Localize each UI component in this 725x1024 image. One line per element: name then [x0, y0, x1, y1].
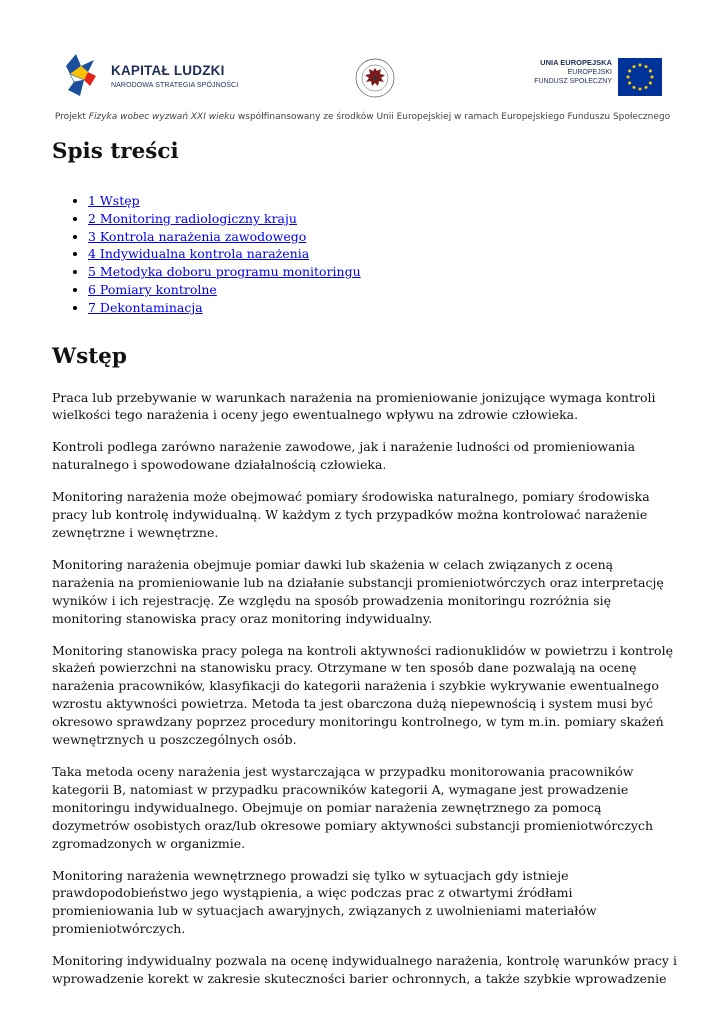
article-content	[52, 138, 677, 988]
eu-social-fund-logo	[510, 58, 662, 96]
section-heading: Wstęp	[52, 343, 127, 369]
eu-line-2: EUROPEJSKI	[567, 69, 612, 76]
project-funding-line	[0, 112, 725, 122]
toc-link-indywidualna-kontrola[interactable]: 4 Indywidualna kontrola narażenia	[88, 246, 310, 262]
table-of-contents	[52, 192, 677, 317]
eu-line-1: UNIA EUROPEJSKA	[540, 58, 612, 67]
toc-item	[88, 281, 677, 299]
kapital-ludzki-subtitle: NARODOWA STRATEGIA SPÓJNOŚCI	[111, 82, 239, 89]
toc-item	[88, 299, 677, 317]
kapital-ludzki-title: KAPITAŁ LUDZKI	[111, 63, 225, 78]
section-body	[52, 389, 677, 988]
eu-social-fund-text	[534, 58, 612, 86]
toc-link-dekontaminacja[interactable]: 7 Dekontaminacja	[88, 299, 203, 315]
project-suffix: współfinansowany ze środków Unii Europejskiej w ramach Europejskiego Funduszu Społecznego	[235, 112, 671, 122]
page-header	[0, 0, 725, 135]
paragraph: Monitoring narażenia wewnętrznego prowadzi się tylko w sytuacjach gdy istnieje prawdopodobieństwo jego wystąpienia, a więc podczas prac z otwartymi źródłami promieniowania lub w sytuacjach awaryjnych, związanych z uwolnieniami materiałów promieniotwórczych.	[52, 867, 597, 937]
paragraph: Monitoring stanowiska pracy polega na kontroli aktywności radionuklidów w powietrzu i kontrolę skażeń powierzchni na stanowisku pracy. Otrzymane w ten sposób dane pozwalają na ocenę narażenia pracowników, klasyfikacji do kategorii narażenia i szybkie wykrywanie ewentualnego wzrostu aktywności powietrza. Metoda ta jest obarczona dużą niepewnością i system musi być okresowo sprawdzany poprzez procedury monitoringu kontrolnego, w tym m.in. pomiary skażeń wewnętrznych u poszczególnych osób.	[52, 642, 673, 748]
paragraph: Kontroli podlega zarówno narażenie zawodowe, jak i narażenie ludności od promieniowania naturalnego i spowodowane działalnością człowieka.	[52, 439, 636, 473]
toc-item	[88, 192, 677, 210]
toc-item	[88, 210, 677, 228]
kapital-ludzki-star-icon	[64, 52, 108, 98]
toc-item	[88, 228, 677, 246]
paragraph: Monitoring narażenia może obejmować pomiary środowiska naturalnego, pomiary środowiska pracy lub kontrolę indywidualną. W każdym z tych przypadków można kontrolować narażenie zewnętrzne i wewnętrzne.	[52, 489, 650, 541]
university-seal	[354, 56, 396, 100]
toc-link-kontrola-narazenia-zawodowego[interactable]: 3 Kontrola narażenia zawodowego	[88, 228, 307, 244]
toc-item	[88, 263, 677, 281]
project-prefix: Projekt	[54, 112, 89, 122]
eu-line-3: FUNDUSZ SPOŁECZNY	[534, 78, 612, 85]
toc-link-monitoring-radiologiczny[interactable]: 2 Monitoring radiologiczny kraju	[88, 210, 297, 226]
paragraph: Monitoring indywidualny pozwala na ocenę indywidualnego narażenia, kontrolę warunków pracy i wprowadzenie korekt w zakresie skuteczności barier ochronnych, a także szybkie wprowadzenie	[52, 953, 677, 987]
toc-link-pomiary-kontrolne[interactable]: 6 Pomiary kontrolne	[88, 281, 217, 297]
toc-link-wstep[interactable]: 1 Wstęp	[88, 193, 140, 208]
paragraph: Praca lub przebywanie w warunkach narażenia na promieniowanie jonizujące wymaga kontroli wielkości tego narażenia i oceny jego ewentualnego wpływu na zdrowie człowieka.	[52, 389, 656, 423]
eu-flag-icon	[618, 58, 662, 96]
paragraph: Taka metoda oceny narażenia jest wystarczająca w przypadku monitorowania pracowników kategorii B, natomiast w przypadku pracowników kategorii A, wymagane jest prowadzenie monitoringu indywidualnego. Obejmuje on pomiar narażenia zewnętrznego za pomocą dozymetrów osobistych oraz/lub okresowe pomiary aktywności substancji promieniotwórczych zgromadzonych w organizmie.	[52, 763, 653, 851]
paragraph: Monitoring narażenia obejmuje pomiar dawki lub skażenia w celach związanych z oceną narażenia na promieniowanie lub na działanie substancji promieniotwórczych oraz interpretację wyników i ich rejestrację. Ze względu na sposób prowadzenia monitoringu rozróżnia się monitoring stanowiska pracy oraz monitoring indywidualny.	[52, 556, 664, 626]
project-title: Fizyka wobec wyzwań XXI wieku	[88, 112, 236, 122]
toc-heading: Spis treści	[52, 139, 179, 164]
eagle-seal-icon	[354, 56, 396, 100]
kapital-ludzki-logo	[64, 52, 244, 100]
toc-link-metodyka-doboru[interactable]: 5 Metodyka doboru programu monitoringu	[88, 264, 361, 280]
toc-item	[88, 245, 677, 263]
